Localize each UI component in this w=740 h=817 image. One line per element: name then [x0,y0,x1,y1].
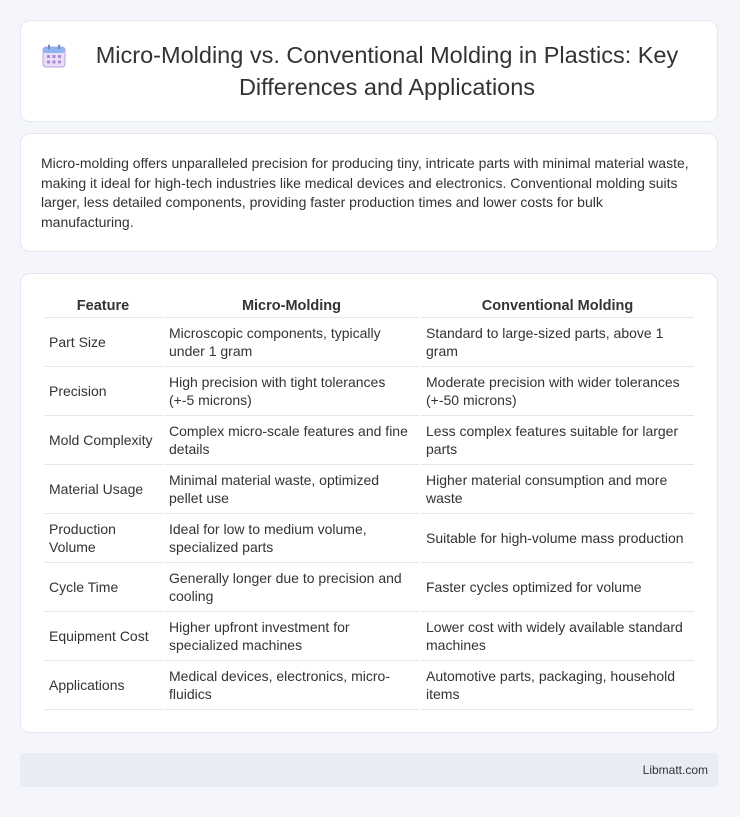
footer [20,753,718,787]
feature-cell: Cycle Time [44,562,162,611]
micro-cell: Microscopic components, typically under 1 gram [164,317,419,366]
comparison-table-card [20,273,718,733]
micro-cell: Higher upfront investment for specialized machines [164,611,419,660]
micro-cell: Ideal for low to medium volume, specialized parts [164,513,419,562]
page-title: Micro-Molding vs. Conventional Molding in Plastics: Key Differences and Applications [95,42,679,100]
table-row [44,562,694,611]
column-header: Micro-Molding [241,298,342,314]
calendar-icon [41,43,67,69]
conventional-cell: Standard to large-sized parts, above 1 gram [421,317,694,366]
column-header: Conventional Molding [481,298,634,314]
feature-cell: Applications [44,660,162,710]
feature-cell: Part Size [44,317,162,366]
table-row [44,513,694,562]
title-card [20,20,718,122]
feature-cell: Mold Complexity [44,415,162,464]
table-row [44,415,694,464]
micro-cell: Minimal material waste, optimized pellet use [164,464,419,513]
table-row [44,366,694,415]
column-header: Feature [76,298,130,314]
conventional-cell: Moderate precision with wider tolerances (+-50 microns) [421,366,694,415]
feature-cell: Material Usage [44,464,162,513]
feature-cell: Production Volume [44,513,162,562]
title-wrap [21,39,717,103]
micro-cell: High precision with tight tolerances (+-5 microns) [164,366,419,415]
micro-cell: Generally longer due to precision and cooling [164,562,419,611]
table-row [44,464,694,513]
micro-cell: Complex micro-scale features and fine details [164,415,419,464]
table-row [44,611,694,660]
footer-source-link[interactable]: Libmatt.com [642,763,708,777]
conventional-cell: Lower cost with widely available standard machines [421,611,694,660]
table-header-row [44,294,694,317]
feature-cell: Precision [44,366,162,415]
conventional-cell: Faster cycles optimized for volume [421,562,694,611]
summary-card [20,133,718,252]
micro-cell: Medical devices, electronics, micro-fluidics [164,660,419,710]
summary-text: Micro-molding offers unparalleled precision for producing tiny, intricate parts with minimal material waste, making it ideal for high-tech industries like medical devices and electronics. Conventional molding suits larger, less detailed components, providing faster production times and lower costs for bulk manufacturing. [41,155,689,230]
conventional-cell: Automotive parts, packaging, household items [421,660,694,710]
feature-cell: Equipment Cost [44,611,162,660]
conventional-cell: Less complex features suitable for larger parts [421,415,694,464]
conventional-cell: Higher material consumption and more waste [421,464,694,513]
table-row [44,317,694,366]
conventional-cell: Suitable for high-volume mass production [421,513,694,562]
table-row [44,660,694,710]
comparison-table [42,294,696,710]
